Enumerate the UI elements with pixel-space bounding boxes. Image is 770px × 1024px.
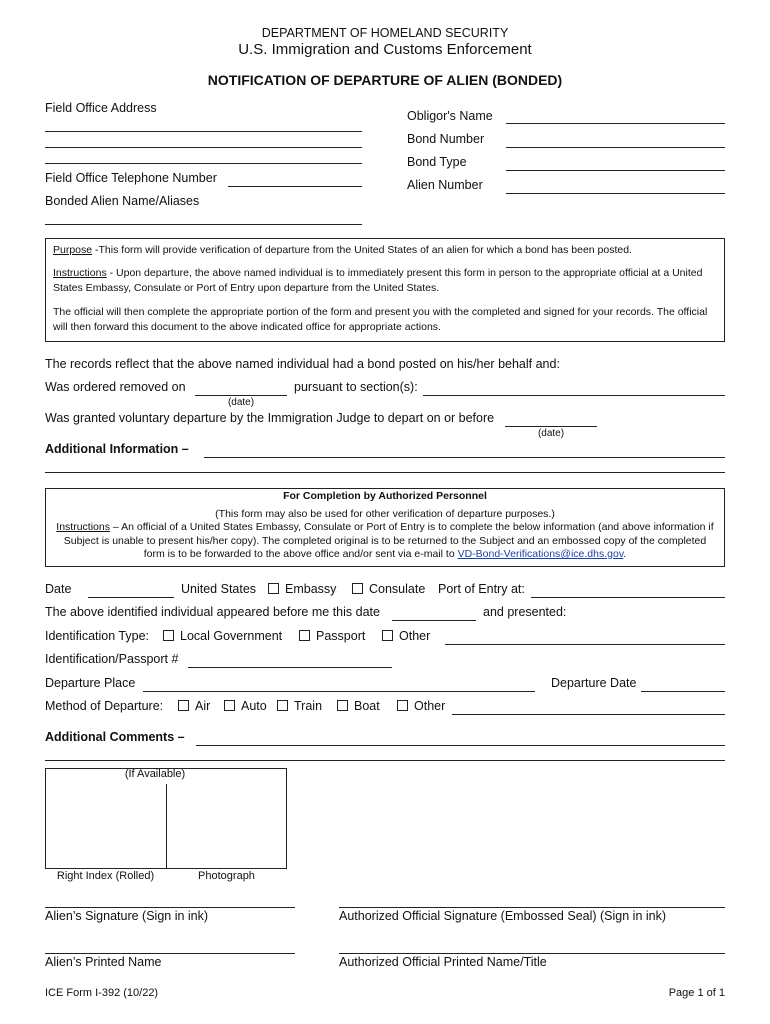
auto-option[interactable] <box>224 699 267 713</box>
fingerprint-photo-divider <box>166 784 167 869</box>
purpose-paragraph <box>53 243 721 258</box>
additional-comments-label: Additional Comments – <box>45 730 185 744</box>
alien-printed-name-label: Alien’s Printed Name <box>45 955 162 969</box>
department-name: DEPARTMENT OF HOMELAND SECURITY <box>261 26 509 40</box>
pursuant-section-input[interactable] <box>423 395 725 396</box>
passport-checkbox[interactable] <box>299 630 310 641</box>
method-other-checkbox[interactable] <box>397 700 408 711</box>
local-government-label: Local Government <box>180 629 283 643</box>
additional-information-input-1[interactable] <box>204 457 725 458</box>
embassy-option[interactable] <box>268 582 336 596</box>
passport-option[interactable] <box>299 629 365 643</box>
purpose-text: -This form will provide verification of departure from the United States of an alien for which a bond has been posted. <box>92 244 632 256</box>
alien-printed-name-line[interactable] <box>45 953 295 954</box>
alien-signature-line[interactable] <box>45 907 295 908</box>
voluntary-departure-date-input[interactable] <box>505 426 597 427</box>
train-label: Train <box>294 699 323 713</box>
local-government-option[interactable] <box>163 629 282 643</box>
id-other-label: Other <box>399 629 431 643</box>
id-other-option[interactable] <box>382 629 430 643</box>
auto-checkbox[interactable] <box>224 700 235 711</box>
departure-place-input[interactable] <box>143 691 535 692</box>
official-paragraph: The official will then complete the appropriate portion of the form and present you with the completed and signed for your records. The official will then forward this document to the above indicated office for appropriate actions. <box>53 306 708 333</box>
local-government-checkbox[interactable] <box>163 630 174 641</box>
embassy-label: Embassy <box>285 582 337 596</box>
id-other-checkbox[interactable] <box>382 630 393 641</box>
official-printed-name-label: Authorized Official Printed Name/Title <box>339 955 547 969</box>
alien-signature-label: Alien’s Signature (Sign in ink) <box>45 909 209 923</box>
authorized-instructions-text: – An official of a United States Embassy, Consulate or Port of Entry is to complete the below information (and above information if Subject is unable to present his/her copy). The completed original is to be returned to the Subject and an embossed copy of the completed form is to be forwarded to the above office and/or sent via e-mail to <box>63 521 714 560</box>
port-of-entry-label: Port of Entry at: <box>438 582 525 596</box>
field-office-address-label: Field Office Address <box>45 101 157 115</box>
official-signature-label: Authorized Official Signature (Embossed Seal) (Sign in ink) <box>339 909 667 923</box>
records-intro: The records reflect that the above named individual had a bond posted on his/her behalf and: <box>45 357 560 371</box>
train-checkbox[interactable] <box>277 700 288 711</box>
official-printed-name-line[interactable] <box>339 953 725 954</box>
appeared-label: The above identified individual appeared before me this date <box>45 605 380 619</box>
obligor-name-label: Obligor's Name <box>407 109 493 123</box>
ordered-removed-label: Was ordered removed on <box>45 380 186 394</box>
id-passport-number-input[interactable] <box>188 667 392 668</box>
date-label: Date <box>45 582 72 596</box>
bond-type-input[interactable] <box>506 170 725 171</box>
photograph-label: Photograph <box>198 870 255 882</box>
air-option[interactable] <box>178 699 210 713</box>
page-number: Page 1 of 1 <box>668 987 725 999</box>
voluntary-departure-label: Was granted voluntary departure by the Immigration Judge to depart on or before <box>45 411 495 425</box>
bonded-alien-name-input[interactable] <box>45 224 362 225</box>
ordered-removed-date-hint: (date) <box>227 397 255 408</box>
agency-name: U.S. Immigration and Customs Enforcement <box>238 41 532 58</box>
field-office-phone-label: Field Office Telephone Number <box>45 171 217 185</box>
presented-label: and presented: <box>483 605 567 619</box>
passport-label: Passport <box>316 629 366 643</box>
auto-label: Auto <box>241 699 267 713</box>
departure-place-label: Departure Place <box>45 676 136 690</box>
method-other-option[interactable] <box>397 699 445 713</box>
instructions-text: - Upon departure, the above named individual is to immediately present this form in person to the appropriate official at a United States Embassy, Consulate or Port of Entry upon departure from the United States. <box>53 267 703 294</box>
bond-number-input[interactable] <box>506 147 725 148</box>
instructions-label: Instructions <box>53 267 107 279</box>
bonded-alien-name-label: Bonded Alien Name/Aliases <box>45 194 200 208</box>
if-available-label: (If Available) <box>124 768 186 780</box>
alien-number-label: Alien Number <box>407 178 483 192</box>
id-type-label: Identification Type: <box>45 629 150 643</box>
authorized-instructions <box>56 521 714 562</box>
voluntary-departure-date-hint: (date) <box>537 428 565 439</box>
consulate-option[interactable] <box>352 582 425 596</box>
field-office-phone-input[interactable] <box>228 186 362 187</box>
form-title: NOTIFICATION OF DEPARTURE OF ALIEN (BONDED) <box>207 72 563 88</box>
id-other-input[interactable] <box>445 644 725 645</box>
boat-option[interactable] <box>337 699 380 713</box>
instructions-paragraph <box>53 266 721 296</box>
appeared-date-input[interactable] <box>392 620 476 621</box>
bond-verification-email-link[interactable]: VD-Bond-Verifications@ice.dhs.gov <box>457 548 624 560</box>
official-signature-line[interactable] <box>339 907 725 908</box>
authorized-instructions-label: Instructions <box>56 521 110 533</box>
id-passport-number-label: Identification/Passport # <box>45 652 179 666</box>
consulate-checkbox[interactable] <box>352 583 363 594</box>
form-id: ICE Form I-392 (10/22) <box>45 987 159 999</box>
departure-date-label: Departure Date <box>551 676 637 690</box>
ordered-removed-date-input[interactable] <box>195 395 287 396</box>
field-office-address-line-3[interactable] <box>45 163 362 164</box>
field-office-address-line-2[interactable] <box>45 147 362 148</box>
right-index-label: Right Index (Rolled) <box>56 870 155 882</box>
additional-information-label: Additional Information – <box>45 442 189 456</box>
date-input[interactable] <box>88 597 174 598</box>
method-of-departure-label: Method of Departure: <box>45 699 164 713</box>
bond-type-label: Bond Type <box>407 155 467 169</box>
method-other-label: Other <box>414 699 446 713</box>
boat-label: Boat <box>354 699 380 713</box>
consulate-label: Consulate <box>369 582 426 596</box>
departure-date-input[interactable] <box>641 691 725 692</box>
air-label: Air <box>195 699 211 713</box>
method-other-input[interactable] <box>452 714 725 715</box>
boat-checkbox[interactable] <box>337 700 348 711</box>
alien-number-input[interactable] <box>506 193 725 194</box>
bond-number-label: Bond Number <box>407 132 485 146</box>
purpose-label: Purpose <box>53 244 93 256</box>
train-option[interactable] <box>277 699 322 713</box>
field-office-address-line-1[interactable] <box>45 131 362 132</box>
port-of-entry-input[interactable] <box>531 597 725 598</box>
obligor-name-input[interactable] <box>506 123 725 124</box>
pursuant-label: pursuant to section(s): <box>294 380 418 394</box>
additional-information-input-2[interactable] <box>45 472 725 473</box>
air-checkbox[interactable] <box>178 700 189 711</box>
additional-comments-input-2[interactable] <box>45 760 725 761</box>
embassy-checkbox[interactable] <box>268 583 279 594</box>
authorized-box-title: For Completion by Authorized Personnel <box>283 490 487 502</box>
united-states-label: United States <box>181 582 257 596</box>
authorized-instructions-period: . <box>623 548 627 560</box>
additional-comments-input-1[interactable] <box>196 745 725 746</box>
authorized-box-subtitle: (This form may also be used for other verification of departure purposes.) <box>215 508 555 520</box>
